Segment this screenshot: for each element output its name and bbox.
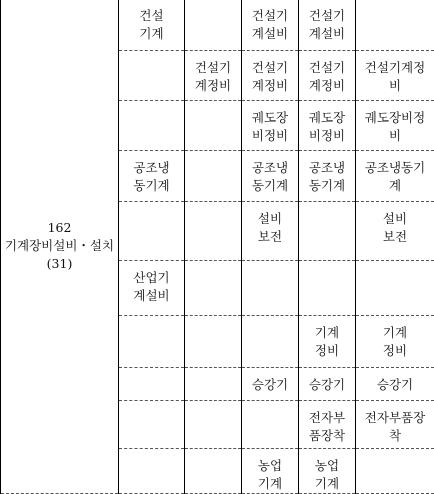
- cell-text: [356, 261, 434, 269]
- cell-text: [242, 401, 298, 409]
- cell-text: [356, 449, 434, 457]
- cell: [356, 401, 434, 449]
- cell-text: [185, 151, 241, 159]
- cell-text: [185, 316, 241, 324]
- cell-text: [356, 0, 434, 7]
- cell: [356, 316, 434, 368]
- cell: [119, 101, 185, 151]
- cell-text: 공조냉 동기계: [299, 151, 355, 195]
- cell: [185, 401, 242, 449]
- cell: [119, 0, 185, 51]
- cell: [299, 401, 356, 449]
- cell: [242, 151, 299, 202]
- cell: [119, 401, 185, 449]
- cell: [356, 0, 434, 51]
- cell-text: 건설기계정 비: [356, 51, 434, 95]
- cell-text: [185, 0, 241, 7]
- cell: [242, 202, 299, 261]
- cell: [356, 368, 434, 401]
- category-label: 162 기계장비설비・설치(31): [1, 219, 118, 273]
- cell: [185, 0, 242, 51]
- cell-text: 건설기 계설비: [299, 0, 355, 43]
- cell: [242, 401, 299, 449]
- cell: [119, 51, 185, 101]
- cell-text: 건설기 계정비: [185, 51, 241, 95]
- cell: [185, 101, 242, 151]
- cell: [356, 261, 434, 316]
- grid-body: [1, 0, 434, 494]
- cell: [299, 101, 356, 151]
- cell: [242, 261, 299, 316]
- cell-text: 산업기 계설비: [119, 261, 184, 305]
- cell: [185, 51, 242, 101]
- cell-text: 건설 기계: [119, 0, 184, 43]
- cell: [119, 151, 185, 202]
- cell-text: [119, 368, 184, 376]
- cell-text: 기계 정비: [299, 316, 355, 360]
- cell: [119, 316, 185, 368]
- cell: [356, 51, 434, 101]
- cell-text: [185, 101, 241, 109]
- cell-text: 농업 기계: [242, 449, 298, 493]
- cell: [299, 316, 356, 368]
- cell-text: [185, 202, 241, 210]
- cell-text: 건설기 계설비: [242, 0, 298, 43]
- cell-text: [242, 261, 298, 269]
- cell-text: [119, 316, 184, 324]
- cell-text: 승강기: [299, 368, 355, 394]
- cell: [242, 51, 299, 101]
- cell: [299, 51, 356, 101]
- cell: [356, 202, 434, 261]
- cell-text: [242, 316, 298, 324]
- cell-text: 건설기 계정비: [242, 51, 298, 95]
- cell-text: 기계 정비: [356, 316, 434, 360]
- cell: [185, 261, 242, 316]
- cell-text: [119, 101, 184, 109]
- cell: [299, 151, 356, 202]
- cell: [119, 261, 185, 316]
- cell: [185, 316, 242, 368]
- category-cell: [1, 0, 119, 494]
- cell-text: 건설기 계정비: [299, 51, 355, 95]
- cell-text: [119, 449, 184, 457]
- cell-text: 전자부품장 착: [356, 401, 434, 445]
- cell-text: 설비 보전: [356, 202, 434, 246]
- cell-text: 공조냉 동기계: [119, 151, 184, 195]
- cell: [185, 368, 242, 401]
- table-row: [1, 0, 434, 51]
- cell: [119, 202, 185, 261]
- cell-text: 공조냉동기 계: [356, 151, 434, 195]
- cell: [242, 368, 299, 401]
- cell-text: [185, 261, 241, 269]
- cell-text: 전자부 품장착: [299, 401, 355, 445]
- cell-text: [119, 202, 184, 210]
- cell: [356, 101, 434, 151]
- cell-text: [299, 261, 355, 269]
- cell: [356, 151, 434, 202]
- cell-text: 궤도장 비정비: [242, 101, 298, 145]
- cell-text: [119, 51, 184, 59]
- cell: [299, 202, 356, 261]
- cell-text: 승강기: [356, 368, 434, 394]
- cell-text: 농업 기계: [299, 449, 355, 493]
- cell-text: [185, 449, 241, 457]
- cell-text: 궤도장비정 비: [356, 101, 434, 145]
- cell: [299, 368, 356, 401]
- cell: [119, 368, 185, 401]
- cell-text: 설비 보전: [242, 202, 298, 246]
- cell: [299, 0, 356, 51]
- cell-text: 궤도장 비정비: [299, 101, 355, 145]
- cell: [299, 261, 356, 316]
- cell-text: 승강기: [242, 368, 298, 394]
- cell-text: [299, 202, 355, 210]
- cell: [185, 151, 242, 202]
- cell-text: [185, 401, 241, 409]
- cell-text: 공조냉 동기계: [242, 151, 298, 195]
- cell: [185, 202, 242, 261]
- cell: [242, 101, 299, 151]
- cell-text: [119, 401, 184, 409]
- cell: [242, 316, 299, 368]
- cell: [242, 0, 299, 51]
- cell-text: [185, 368, 241, 376]
